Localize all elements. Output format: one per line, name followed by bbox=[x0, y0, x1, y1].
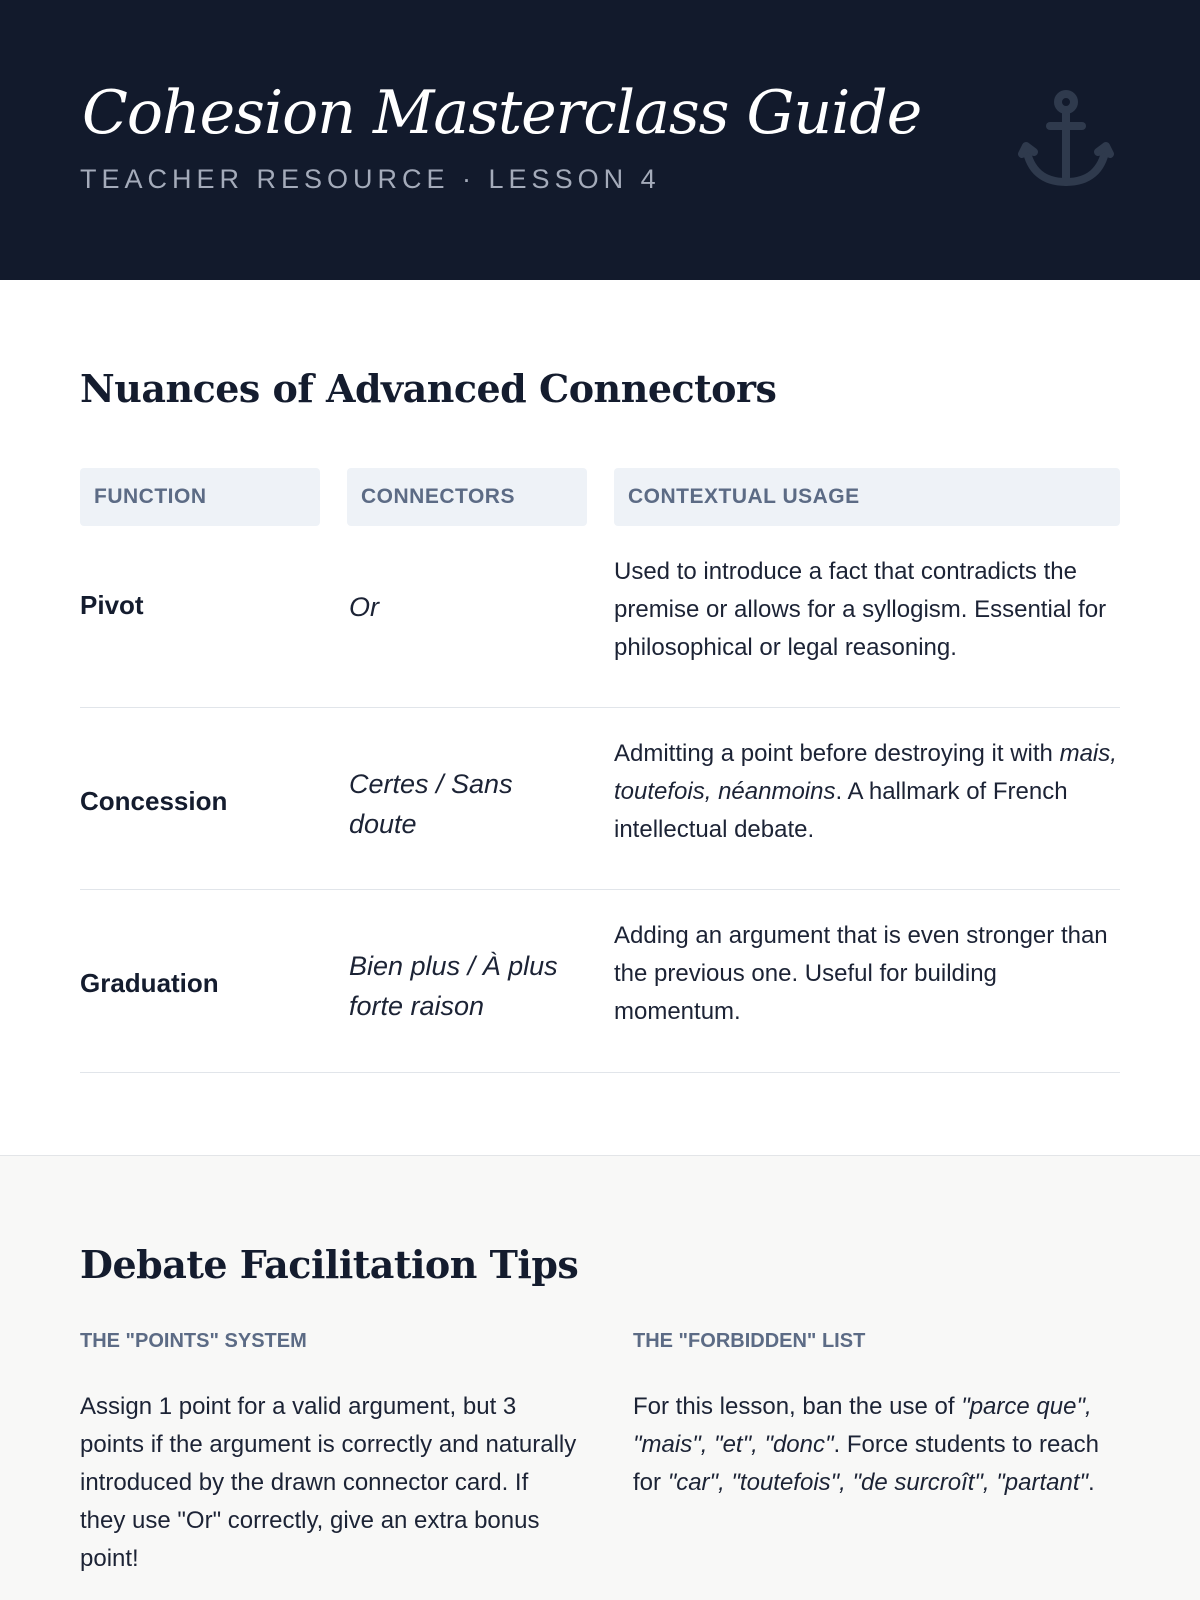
connectors-heading: Nuances of Advanced Connectors bbox=[80, 366, 777, 411]
row-function: Concession bbox=[80, 786, 228, 816]
connectors-section bbox=[0, 280, 1200, 1155]
forbidden-list-title: THE "FORBIDDEN" LIST bbox=[633, 1330, 866, 1352]
page-header bbox=[0, 0, 1200, 280]
table-row bbox=[80, 890, 1120, 1073]
tips-heading: Debate Facilitation Tips bbox=[80, 1242, 579, 1287]
row-connectors: Bien plus / À plus forte raison bbox=[349, 951, 558, 1021]
anchor-icon bbox=[1018, 90, 1114, 190]
points-system-body: Assign 1 point for a valid argument, but 3 points if the argument is correctly and naturally introduced by the drawn connector card. If they use "Or" correctly, give an extra bonus point! bbox=[80, 1393, 577, 1572]
required-words: "car", "toutefois", "de surcroît", "partant" bbox=[667, 1469, 1089, 1496]
forbidden-list-body bbox=[633, 1388, 1133, 1502]
column-header-usage: CONTEXTUAL USAGE bbox=[614, 468, 1120, 526]
points-system-title: THE "POINTS" SYSTEM bbox=[80, 1330, 307, 1352]
usage-italic-connectors: mais, toutefois, néanmoins bbox=[614, 740, 1117, 805]
tip-text: . Force students to reach for bbox=[633, 1431, 1099, 1496]
table-row bbox=[80, 708, 1120, 890]
row-usage bbox=[614, 735, 1124, 849]
table-row bbox=[80, 558, 1120, 708]
row-connectors: Or bbox=[349, 592, 379, 622]
page-title: Cohesion Masterclass Guide bbox=[82, 78, 922, 148]
row-connectors: Certes / Sans doute bbox=[349, 769, 513, 839]
usage-text: Admitting a point before destroying it with bbox=[614, 740, 1053, 767]
row-function: Pivot bbox=[80, 590, 144, 620]
banned-words: "parce que", "mais", "et", "donc" bbox=[633, 1393, 1092, 1458]
page-subtitle: TEACHER RESOURCE · LESSON 4 bbox=[80, 164, 661, 194]
column-header-function: FUNCTION bbox=[80, 468, 320, 526]
tip-text: . bbox=[1088, 1469, 1095, 1496]
tips-section bbox=[0, 1155, 1200, 1600]
column-header-connectors: CONNECTORS bbox=[347, 468, 587, 526]
usage-text: . A hallmark of French intellectual debate. bbox=[614, 778, 1068, 843]
row-function: Graduation bbox=[80, 968, 219, 998]
row-usage: Used to introduce a fact that contradicts the premise or allows for a syllogism. Essential for philosophical or legal reasoning. bbox=[614, 558, 1107, 661]
row-usage: Adding an argument that is even stronger than the previous one. Useful for building momentum. bbox=[614, 922, 1108, 1025]
tip-text: For this lesson, ban the use of bbox=[633, 1393, 955, 1420]
